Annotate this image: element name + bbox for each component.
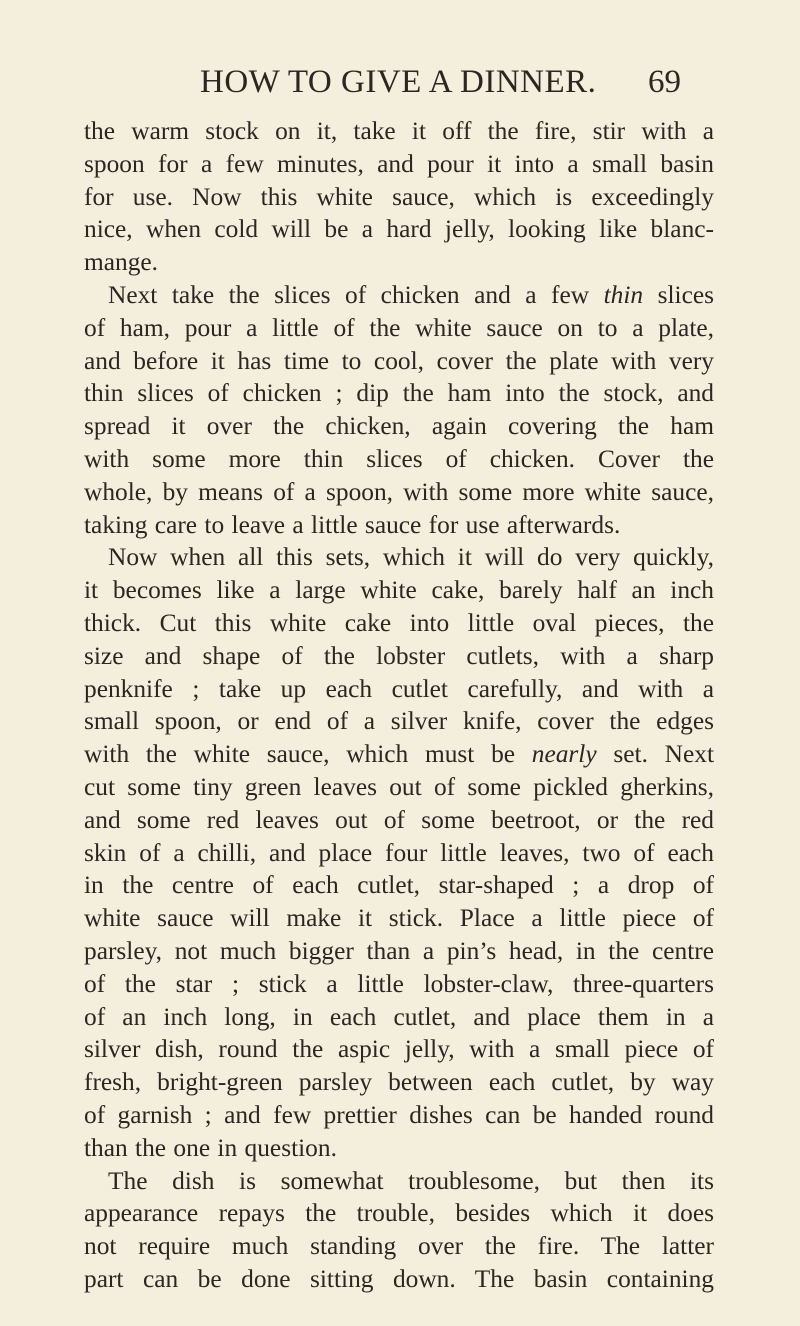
page-number: 69 — [648, 64, 681, 100]
text-line — [84, 738, 714, 771]
text-line: part can be done sitting down. The basin containing — [84, 1264, 714, 1293]
text-line: spoon for a few minutes, and pour it into a small basin — [84, 149, 714, 178]
text-fragment: Next take the slices of chicken and a few — [108, 280, 604, 309]
text-line: nice, when cold will be a hard jelly, looking like blanc- — [84, 215, 714, 244]
text-line: and some red leaves out of some beetroot, or the red — [84, 805, 714, 834]
text-line: mange. — [84, 248, 159, 277]
text-line: of the star ; stick a little lobster-claw, three-quarters — [84, 969, 714, 998]
text-line: of garnish ; and few prettier dishes can be handed round — [84, 1100, 714, 1129]
text-line: parsley, not much bigger than a pin’s head, in the centre — [84, 936, 714, 965]
text-line: penknife ; take up each cutlet carefully, and with a — [84, 674, 714, 703]
text-line: for use. Now this white sauce, which is exceedingly — [84, 182, 714, 211]
body-text — [84, 115, 714, 1296]
text-line: with some more thin slices of chicken. Cover the — [84, 444, 714, 473]
text-line: white sauce will make it stick. Place a little piece of — [84, 904, 714, 933]
text-line: size and shape of the lobster cutlets, with a sharp — [84, 641, 714, 670]
text-line: in the centre of each cutlet, star-shaped ; a drop of — [84, 871, 714, 900]
text-line: appearance repays the trouble, besides which it does — [84, 1199, 714, 1228]
text-line: of an inch long, in each cutlet, and place them in a — [84, 1002, 714, 1031]
page-header — [0, 62, 800, 102]
text-line: and before it has time to cool, cover the plate with very — [84, 346, 714, 375]
text-line: the warm stock on it, take it off the fire, stir with a — [84, 117, 714, 145]
paragraph-start-line: The dish is somewhat troublesome, but then its — [108, 1166, 714, 1195]
text-line: fresh, bright-green parsley between each cutlet, by way — [84, 1068, 714, 1097]
text-line: thin slices of chicken ; dip the ham into the stock, and — [84, 379, 714, 408]
text-line: silver dish, round the aspic jelly, with a small piece of — [84, 1035, 714, 1064]
text-line: than the one in question. — [84, 1133, 337, 1162]
text-line: not require much standing over the fire. The latter — [84, 1232, 714, 1261]
italic-word: nearly — [531, 740, 597, 769]
text-line: it becomes like a large white cake, barely half an inch — [84, 576, 714, 605]
text-line: cut some tiny green leaves out of some pickled gherkins, — [84, 772, 714, 801]
text-line: skin of a chilli, and place four little leaves, two of each — [84, 838, 714, 867]
text-fragment: slices — [643, 280, 714, 309]
italic-word: thin — [603, 280, 644, 309]
text-line: small spoon, or end of a silver knife, cover the edges — [84, 707, 714, 736]
paragraph-start-line — [84, 279, 714, 312]
text-line: of ham, pour a little of the white sauce on to a plate, — [84, 313, 714, 342]
text-fragment: with the white sauce, which must be — [84, 740, 532, 769]
paragraph-start-line: Now when all this sets, which it will do very quickly, — [108, 543, 714, 572]
text-line: spread it over the chicken, again covering the ham — [84, 412, 714, 441]
text-line: whole, by means of a spoon, with some more white sauce, — [84, 477, 714, 506]
running-head: HOW TO GIVE A DINNER. — [200, 64, 597, 100]
text-line: taking care to leave a little sauce for use afterwards. — [84, 510, 621, 539]
text-fragment: set. Next — [596, 740, 714, 769]
text-line: thick. Cut this white cake into little oval pieces, the — [84, 608, 714, 637]
